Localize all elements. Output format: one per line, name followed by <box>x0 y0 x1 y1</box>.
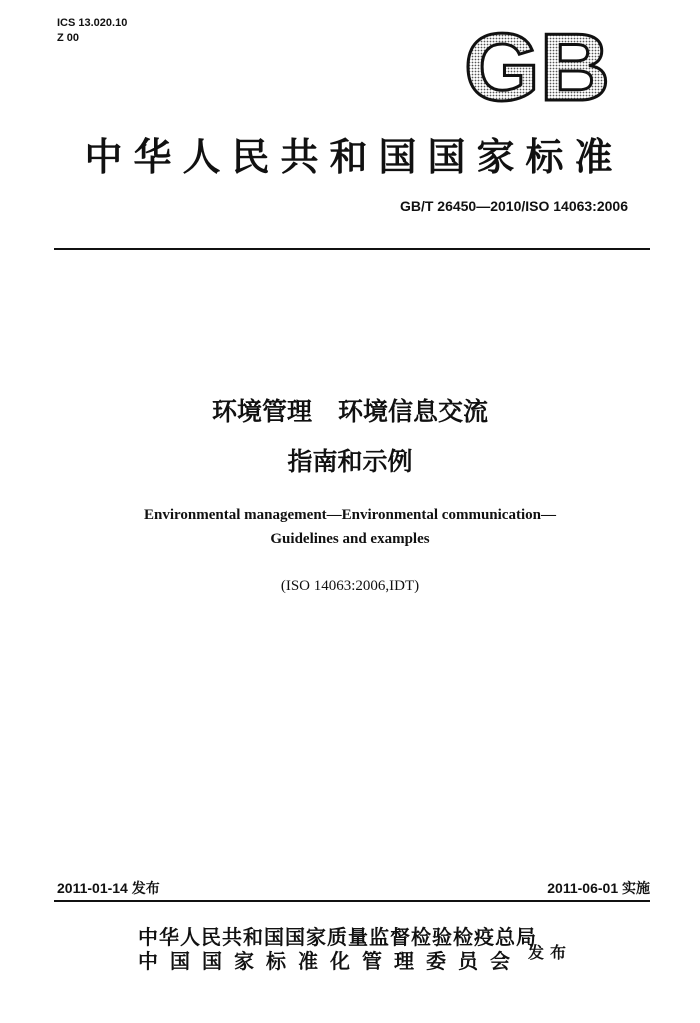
release-label: 发布 <box>528 943 573 962</box>
title-cn-line2: 指南和示例 <box>287 447 413 476</box>
title-en-line2: Guidelines and examples <box>270 531 430 547</box>
implement-date: 2011-06-01 实施 <box>547 880 650 896</box>
title-en-line1: Environmental management—Environmental communication— <box>144 507 556 523</box>
standard-title: 中华人民共和国国家标准 <box>84 134 624 179</box>
issuer-sac: 中国国家标准化管理委员会 <box>138 949 522 973</box>
standard-number: GB/T 26450—2010/ISO 14063:2006 <box>399 198 628 214</box>
title-cn-line1: 环境管理 环境信息交流 <box>211 397 489 426</box>
gb-logo-text: GB <box>464 28 610 104</box>
gb-logo <box>462 28 612 104</box>
publish-date: 2011-01-14 发布 <box>57 880 160 896</box>
iso-reference: (ISO 14063:2006,IDT) <box>280 578 420 594</box>
header-codes <box>57 16 127 46</box>
issuer-aqsiq: 中华人民共和国国家质量监督检验检疫总局 <box>138 925 537 949</box>
top-divider <box>54 248 650 250</box>
class-code: Z 00 <box>57 32 80 44</box>
ics-code: ICS 13.020.10 <box>57 17 128 29</box>
bottom-divider <box>54 900 650 902</box>
